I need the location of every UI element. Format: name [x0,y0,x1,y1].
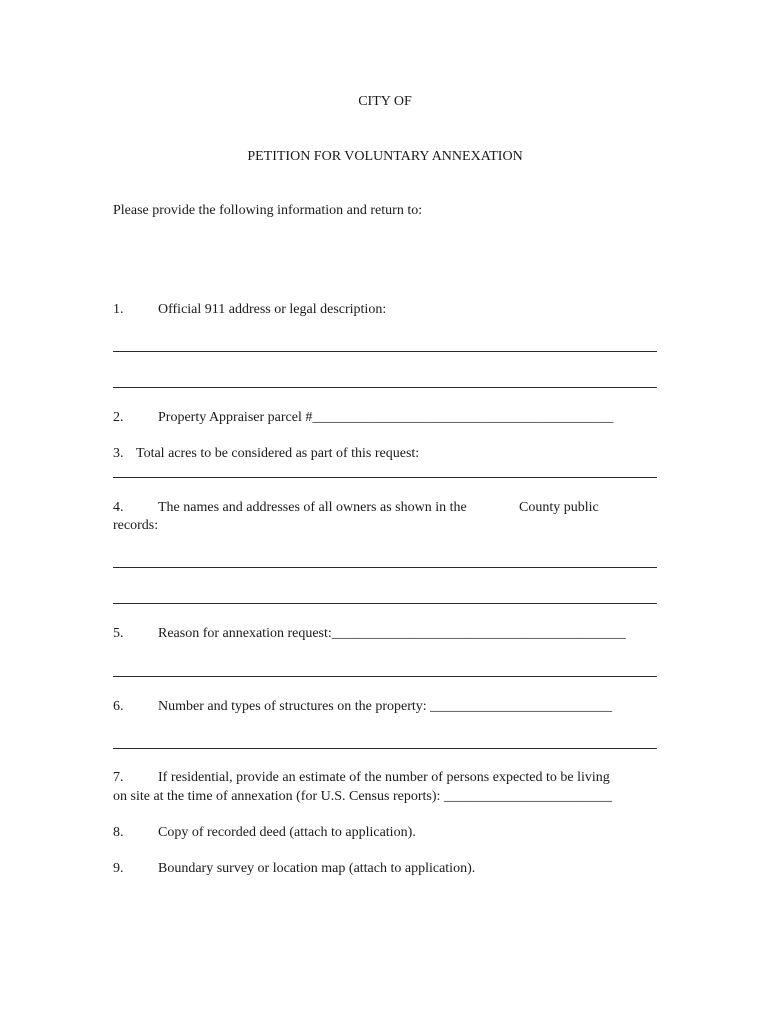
item-number: 4. [113,500,124,515]
item-number: 3. [113,446,124,461]
answer-line[interactable] [113,567,657,568]
item-number: 8. [113,825,124,840]
item-text-continued: records: [113,518,159,533]
item-text: Official 911 address or legal description: [158,302,387,317]
city-heading: CITY OF [358,94,412,109]
answer-line[interactable] [113,351,657,352]
item-text-right: County public [519,500,599,515]
item-number: 9. [113,861,124,876]
petition-title: PETITION FOR VOLUNTARY ANNEXATION [247,149,523,164]
item-text: Copy of recorded deed (attach to application). [158,825,416,840]
intro-text: Please provide the following information and return to: [113,203,423,218]
answer-line[interactable] [113,477,657,478]
item-text[interactable]: Reason for annexation request:__________________________________________ [158,626,626,641]
answer-line[interactable] [113,603,657,604]
item-number: 7. [113,770,124,785]
item-number: 6. [113,699,124,714]
item-number: 2. [113,410,124,425]
answer-line[interactable] [113,748,657,749]
item-text: The names and addresses of all owners as shown in the [158,500,467,515]
item-text-continued[interactable]: on site at the time of annexation (for U.S. Census reports): ________________________ [113,789,612,804]
item-number: 1. [113,302,124,317]
item-text[interactable]: Property Appraiser parcel #___________________________________________ [158,410,614,425]
item-number: 5. [113,626,124,641]
item-text[interactable]: Number and types of structures on the property: __________________________ [158,699,613,714]
answer-line[interactable] [113,676,657,677]
answer-line[interactable] [113,387,657,388]
item-text: Boundary survey or location map (attach to application). [158,861,476,876]
item-text: If residential, provide an estimate of the number of persons expected to be living [158,770,610,785]
item-text: Total acres to be considered as part of this request: [136,446,420,461]
